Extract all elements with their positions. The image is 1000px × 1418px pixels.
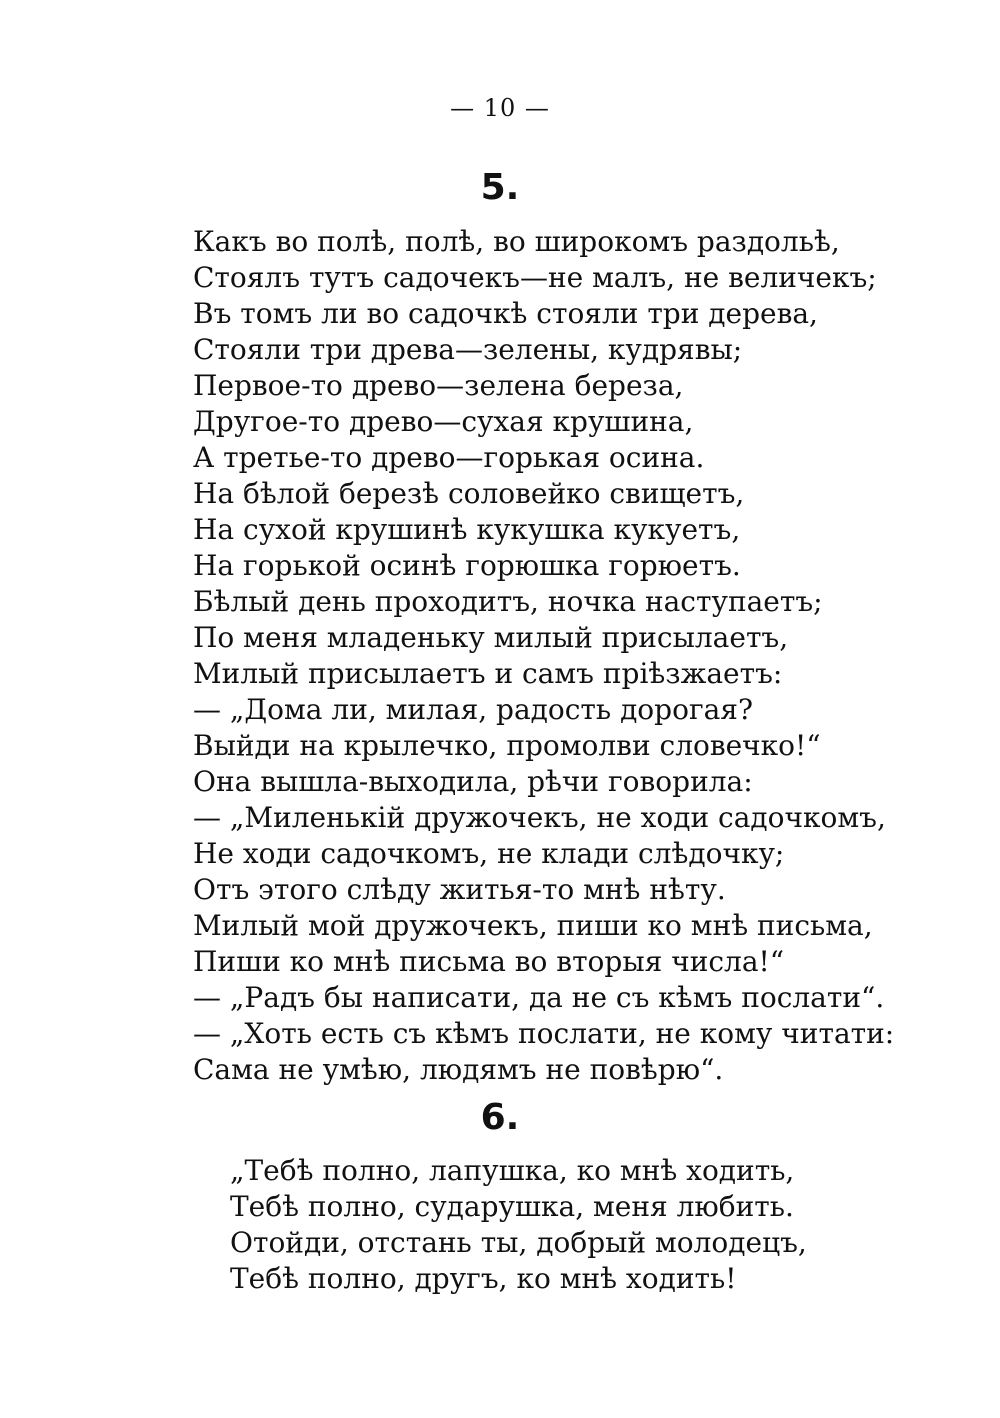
poem-line: Пиши ко мнѣ письма во вторыя числа!“ [193,945,785,978]
poem-line: Стояли три древа—зелены, кудрявы; [193,333,743,366]
poem-line: Выйди на крылечко, промолви словечко!“ [193,729,821,762]
poem-line: Другое-то древо—сухая крушина, [193,405,694,438]
poem-line: Она вышла-выходила, рѣчи говорила: [193,765,753,798]
poem-line: Отъ этого слѣду житья-то мнѣ нѣту. [193,873,726,906]
poem-line: Милый мой дружочекъ, пиши ко мнѣ письма, [193,909,873,942]
poem-line: — „Дома ли, милая, радость дорогая? [193,693,753,726]
poem-line: — „Хоть есть съ кѣмъ послати, не кому читати: [193,1017,895,1050]
page-number: — 10 — [450,94,550,122]
poem-line: Тебѣ полно, сударушка, меня любить. [230,1190,794,1223]
poem-line: На сухой крушинѣ кукушка кукуетъ, [193,513,741,546]
poem-line: Отойди, отстань ты, добрый молодецъ, [230,1226,807,1259]
poem-line: На горькой осинѣ горюшка горюетъ. [193,549,741,582]
poem-stanza [193,224,894,1088]
section-heading: 6. [480,1097,520,1138]
poem-line: Первое-то древо—зелена береза, [193,369,684,402]
poem-line: Не ходи садочкомъ, не клади слѣдочку; [193,837,785,870]
poem-line: На бѣлой березѣ соловейко свищетъ, [193,477,745,510]
poem-line: Стоялъ тутъ садочекъ—не малъ, не величекъ; [193,261,877,294]
poem-line: Какъ во полѣ, полѣ, во широкомъ раздольѣ, [193,225,840,258]
poem-line: Тебѣ полно, другъ, ко мнѣ ходить! [230,1262,737,1295]
poem-line: Въ томъ ли во садочкѣ стояли три дерева, [193,297,818,330]
poem-line: — „Миленькій дружочекъ, не ходи садочкомъ, [193,801,886,834]
poem-line: Бѣлый день проходитъ, ночка наступаетъ; [193,585,823,618]
poem-line: Милый присылаетъ и самъ пріѣзжаетъ: [193,657,783,690]
poem-line: По меня младеньку милый присылаетъ, [193,621,789,654]
poem-line: Сама не умѣю, людямъ не повѣрю“. [193,1053,724,1086]
poem-line: — „Радъ бы написати, да не съ кѣмъ послати“. [193,981,885,1014]
section-heading: 5. [480,167,520,208]
poem-line: А третье-то древо—горькая осина. [193,441,705,474]
poem-line: „Тебѣ полно, лапушка, ко мнѣ ходить, [230,1154,795,1187]
poem-stanza [230,1153,807,1297]
